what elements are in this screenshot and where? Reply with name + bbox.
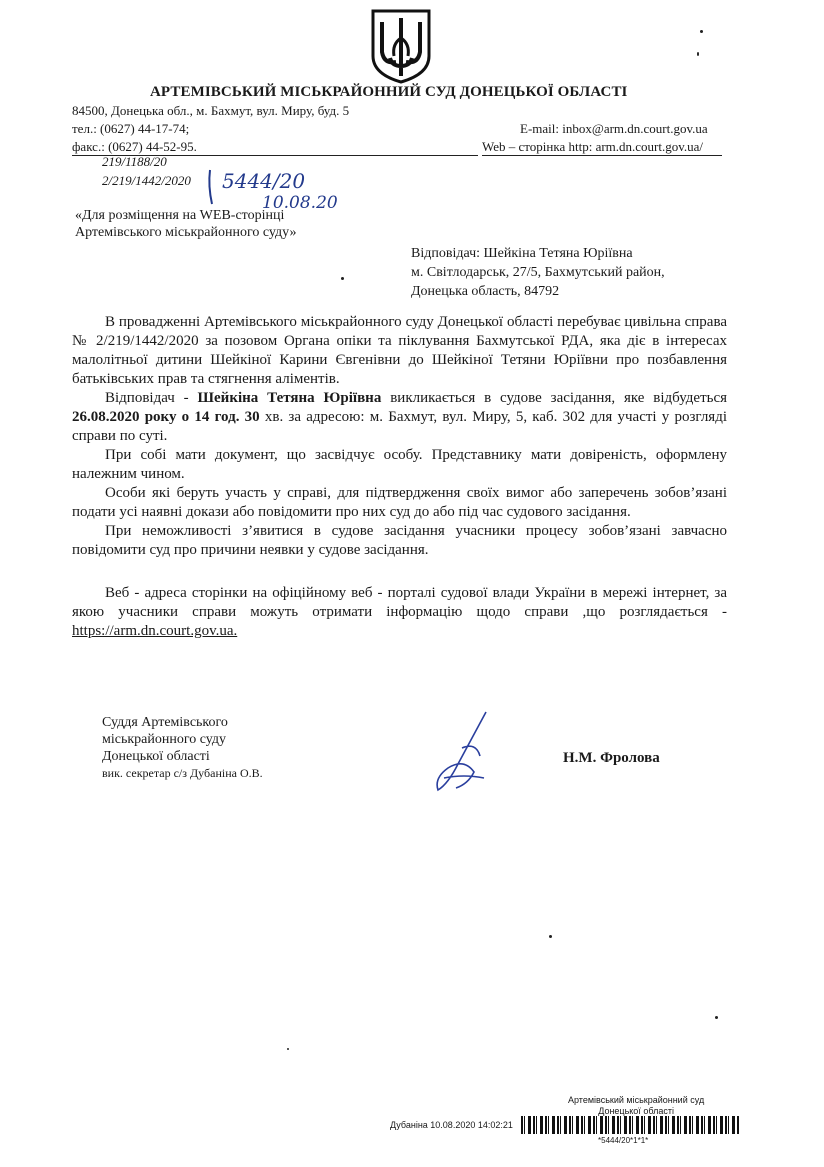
court-website: Web – сторінка http: arm.dn.court.gov.ua/	[482, 139, 722, 156]
addressee-line-1: Відповідач: Шейкіна Тетяна Юріївна	[411, 246, 633, 261]
handwritten-date: 10.08.20	[262, 193, 338, 212]
addressee-line-2: м. Світлодарськ, 27/5, Бахмутський район,	[411, 265, 665, 280]
registry-stamp	[568, 1095, 704, 1117]
case-number-2: 2/219/1442/2020	[102, 173, 191, 188]
stamp-line-2: Донецької області	[598, 1106, 674, 1116]
paragraph-case-info: В провадженні Артемівського міськрайонного суду Донецької області перебуває цивільна справа № 2/219/1442/2020 за позовом Органа опіки та піклування Бахмутської РДА, яка діє в інтересах малолітньої дитини Шейкіної Карини Євгенівни до Шейкіної Тетяни Юріївни про позбавлення батьківських прав та стягнення аліментів.	[72, 314, 727, 387]
court-fax: факс.: (0627) 44-52-95.	[72, 139, 478, 156]
defendant-name: Шейкіна Тетяна Юріївна	[197, 390, 382, 406]
handwritten-registration-mark	[200, 164, 340, 212]
paragraph-absence: При неможливості з’явитися в судове засідання учасники процесу зобов’язані завчасно повідомити суд про причини неявки у судове засідання.	[72, 523, 727, 558]
barcode-number: *5444/20*1*1*	[598, 1136, 649, 1145]
notice-body	[72, 313, 727, 641]
addressee-line-3: Донецька область, 84792	[411, 284, 560, 299]
scan-speck	[700, 30, 703, 33]
case-number-1: 219/1188/20	[102, 154, 167, 169]
summons-end: хв. за адресою: м. Бахмут, вул. Миру, 5, каб. 302 для участі у розгляді справи по суті.	[72, 409, 728, 444]
clerk-timestamp: Дубаніна 10.08.2020 14:02:21	[390, 1120, 513, 1130]
scan-speck	[341, 277, 344, 280]
scan-speck	[697, 52, 699, 56]
court-email: E-mail: inbox@arm.dn.court.gov.ua	[520, 121, 708, 136]
barcode	[521, 1116, 739, 1134]
court-phone: тел.: (0627) 44-17-74;	[72, 121, 190, 136]
coat-of-arms-icon	[370, 8, 432, 84]
scan-speck	[287, 1048, 289, 1050]
judge-title-line-3: Донецької області	[102, 749, 210, 764]
scan-speck	[549, 935, 552, 938]
signature-block	[102, 714, 263, 782]
placement-note	[75, 207, 296, 241]
addressee-block	[411, 244, 665, 301]
handwritten-number: 5444/20	[222, 169, 306, 193]
judge-signature	[428, 708, 498, 796]
placement-note-line-1: «Для розміщення на WEB-сторінці	[75, 208, 285, 223]
hearing-datetime: 26.08.2020 року о 14 год. 30	[72, 409, 260, 425]
summons-intro: Відповідач -	[105, 390, 189, 406]
judge-title-line-1: Суддя Артемівського	[102, 715, 228, 730]
paragraph-documents: При собі мати документ, що засвідчує особу. Представнику мати довіреність, оформлену належним чином.	[72, 447, 727, 482]
paragraph-summons	[72, 389, 727, 446]
secretary-line: вик. секретар с/з Дубаніна О.В.	[102, 766, 263, 780]
scan-speck	[715, 1016, 718, 1019]
placement-note-line-2: Артемівського міськрайонного суду»	[75, 225, 297, 240]
judge-title-line-2: міськрайонного суду	[102, 732, 227, 747]
stamp-line-1: Артемівський міськрайонний суд	[568, 1095, 705, 1105]
web-portal-text: Веб - адреса сторінки на офіційному веб - порталі судової влади України в мережі інтернет, за якою учасники справи можуть отримати інформацію щодо справи ,що розглядається -	[72, 585, 727, 620]
court-portal-link[interactable]: https://arm.dn.court.gov.ua.	[72, 623, 238, 639]
court-address: 84500, Донецька обл., м. Бахмут, вул. Миру, буд. 5	[72, 103, 350, 118]
paragraph-evidence: Особи які беруть участь у справі, для підтвердження своїх вимог або заперечень зобов’язані подати усі наявні докази або повідомити про них суд до або під час судового засідання.	[72, 485, 727, 520]
court-name: АРТЕМІВСЬКИЙ МІСЬКРАЙОННИЙ СУД ДОНЕЦЬКОЇ ОБЛАСТІ	[150, 84, 628, 100]
paragraph-web-portal	[72, 584, 727, 641]
judge-name: Н.М. Фролова	[563, 750, 660, 766]
summons-mid: викликається в судове засідання, яке відбудеться	[390, 390, 728, 406]
